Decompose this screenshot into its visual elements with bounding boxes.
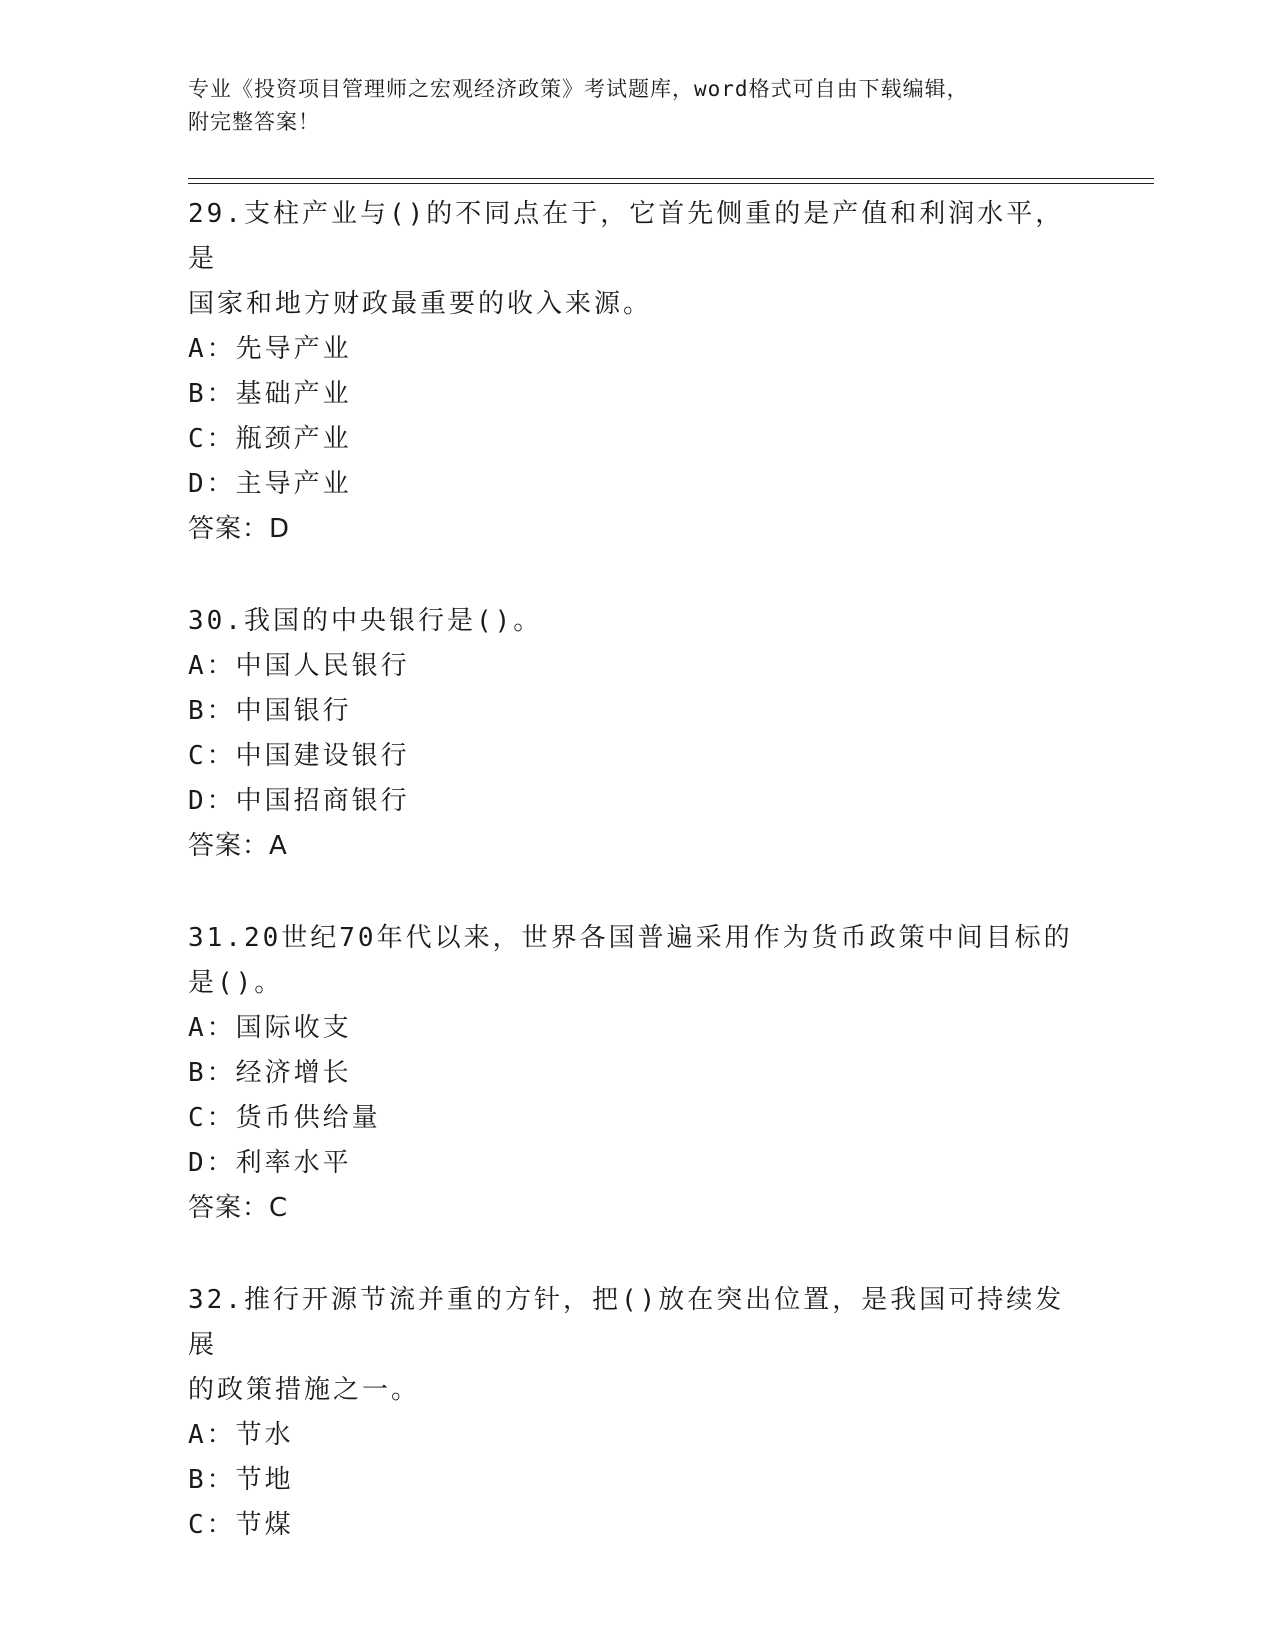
- answer-line: 答案：C: [188, 1193, 289, 1223]
- option-c: C：节煤: [188, 1510, 294, 1540]
- header-line-2: 附完整答案！: [188, 110, 320, 134]
- option-a: A：先导产业: [188, 334, 352, 364]
- option-c: C：瓶颈产业: [188, 424, 352, 454]
- question-stem-line: 29.支柱产业与()的不同点在于，它首先侧重的是产值和利润水平，是: [188, 199, 1065, 274]
- answer-line: 答案：A: [188, 831, 288, 861]
- question-spacer: [188, 869, 1088, 916]
- option-d: D：主导产业: [188, 469, 352, 499]
- question-30: [188, 599, 1088, 869]
- question-stem-line: 国家和地方财政最重要的收入来源。: [188, 289, 653, 319]
- question-29: [188, 192, 1088, 552]
- answer-line: 答案：D: [188, 514, 291, 544]
- question-stem-line: 的政策措施之一。: [188, 1375, 421, 1405]
- option-b: B：节地: [188, 1465, 294, 1495]
- option-c: C：中国建设银行: [188, 741, 410, 771]
- question-stem-line: 31.20世纪70年代以来，世界各国普遍采用作为货币政策中间目标的: [188, 923, 1073, 953]
- option-b: B：中国银行: [188, 696, 352, 726]
- option-b: B：经济增长: [188, 1058, 352, 1088]
- option-d: D：利率水平: [188, 1148, 352, 1178]
- question-stem-line: 32.推行开源节流并重的方针，把()放在突出位置，是我国可持续发展: [188, 1285, 1065, 1360]
- question-spacer: [188, 1231, 1088, 1278]
- option-a: A：国际收支: [188, 1013, 352, 1043]
- option-c: C：货币供给量: [188, 1103, 381, 1133]
- question-32: [188, 1278, 1088, 1548]
- question-31: [188, 916, 1088, 1231]
- document-header: [188, 73, 1068, 139]
- question-list: [188, 192, 1088, 1548]
- option-a: A：节水: [188, 1420, 294, 1450]
- option-a: A：中国人民银行: [188, 651, 410, 681]
- header-divider-bottom: [188, 183, 1154, 184]
- option-b: B：基础产业: [188, 379, 352, 409]
- header-divider-top: [188, 178, 1154, 179]
- question-spacer: [188, 552, 1088, 599]
- question-stem-line: 是()。: [188, 968, 284, 998]
- header-line-1: 专业《投资项目管理师之宏观经济政策》考试题库，word格式可自由下载编辑，: [188, 77, 969, 101]
- option-d: D：中国招商银行: [188, 786, 410, 816]
- question-stem-line: 30.我国的中央银行是()。: [188, 606, 543, 636]
